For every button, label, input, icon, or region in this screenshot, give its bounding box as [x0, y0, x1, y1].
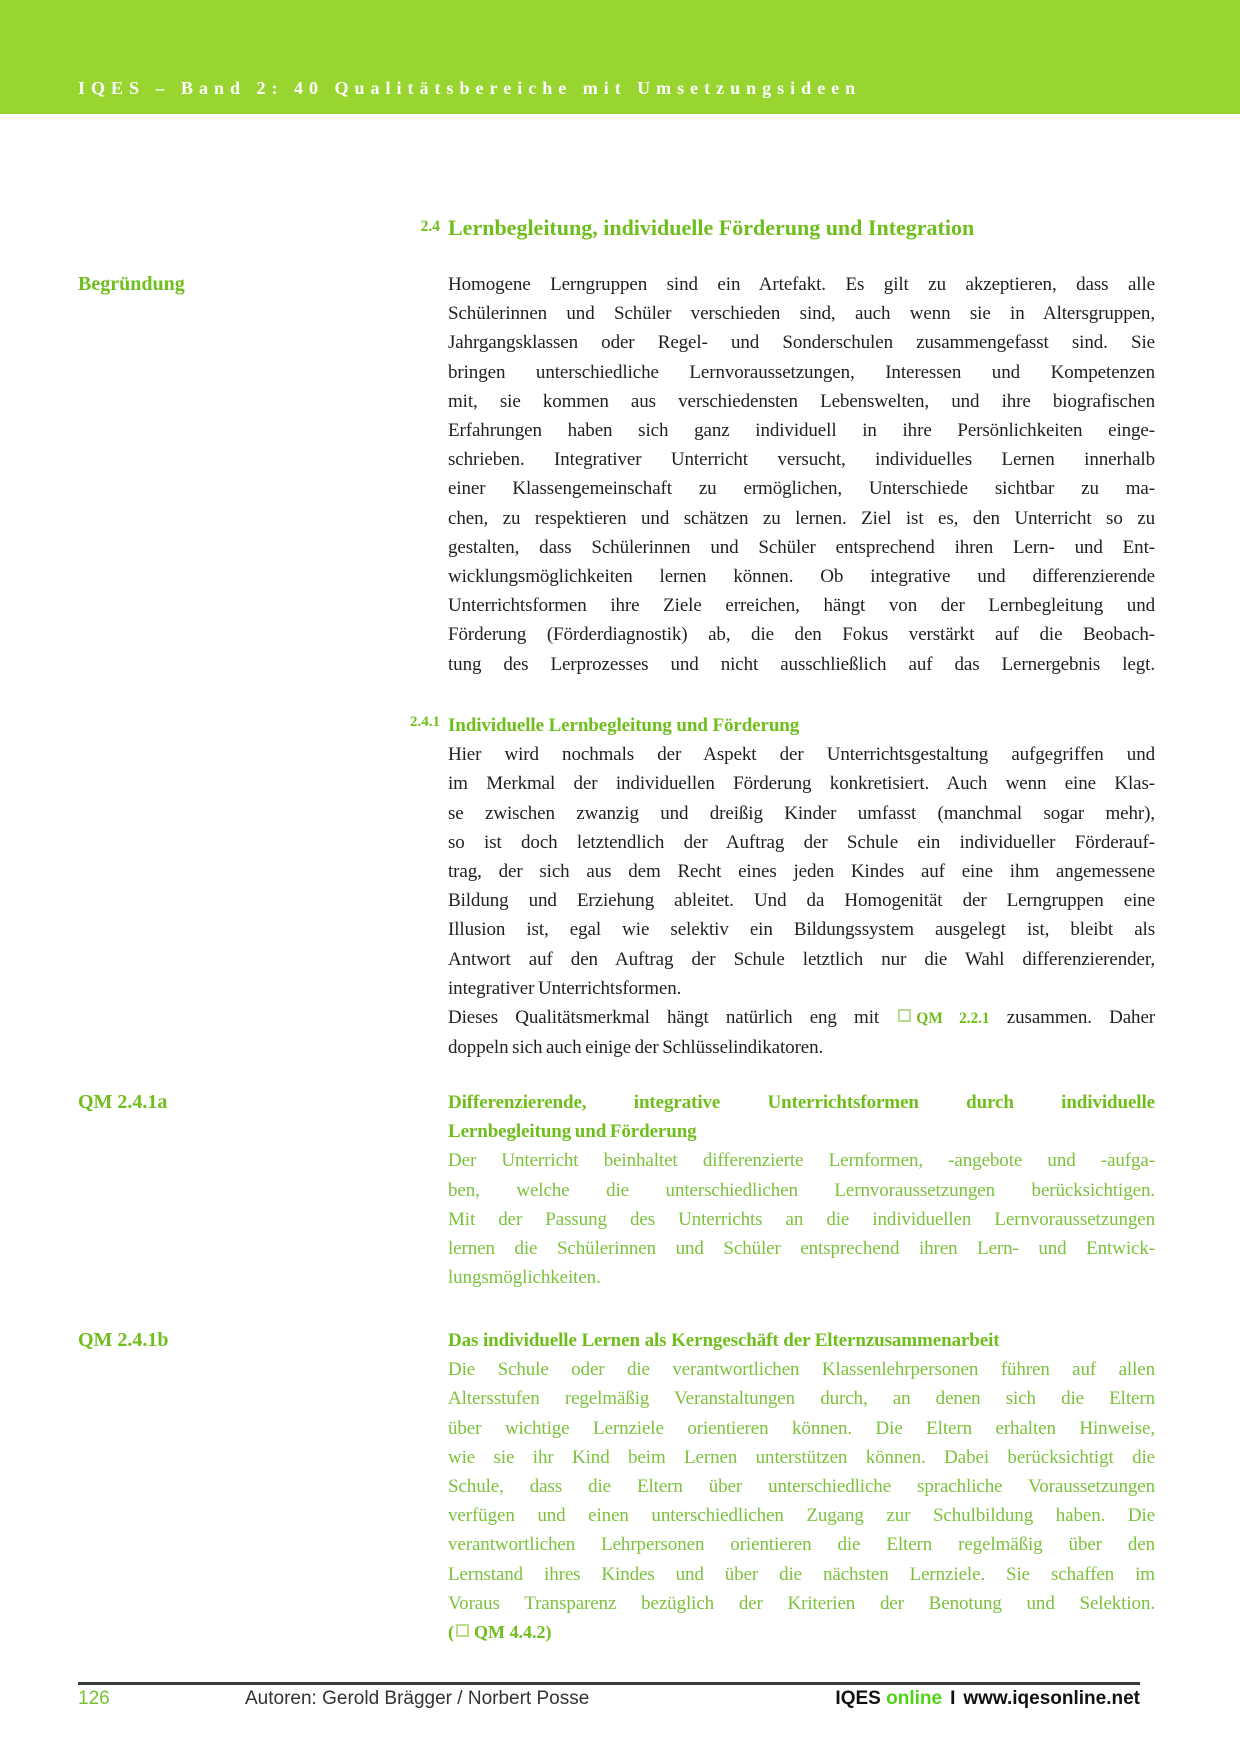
section-number: 2.4 [420, 218, 440, 235]
note-post-text: zusammen. Daher [1006, 1007, 1156, 1029]
section-heading [420, 213, 1155, 242]
paren-open: ( [448, 1622, 454, 1643]
header-band [0, 0, 1240, 114]
running-head: IQES – Band 2: 40 Qualitätsbereiche mit Umsetzungsideen [78, 78, 862, 98]
margin-label-qm-2-4-1b: QM 2.4.1b [78, 1329, 169, 1351]
qm-b-title: Das individuelle Lernen als Kerngeschäft der Elternzusammenarbeit [448, 1330, 1000, 1351]
page-footer [78, 1682, 1140, 1710]
footer-url[interactable]: www.iqesonline.net [963, 1688, 1140, 1709]
qm-a-title: Differenzierende, integrative Unterrichtsformen durch individuelle Lernbegleitung und Förderung [448, 1092, 1155, 1143]
qm-a-paragraph: Der Unterricht beinhaltet differenzierte Lernformen, -angebote und -aufga- ben, welche die unterschiedlichen Lernvoraussetzungen berücksichtigen. Mit der Passung des Unterrichts an die individuellen Lernvoraussetzungen lernen die Schülerinnen und Schüler entsprechend ihren Lern- und Entwick- lungsmöglichkeiten. [448, 1150, 1155, 1289]
subsection-title: Individuelle Lernbegleitung und Förderung [448, 715, 800, 736]
brand-separator: I [950, 1688, 956, 1709]
qm-4-4-2-link[interactable]: QM 4.4.2 [474, 1622, 546, 1643]
qm-a-row [78, 1088, 1155, 1292]
square-link-icon [898, 1009, 911, 1022]
qm-b-row [78, 1326, 1155, 1647]
margin-label-qm-2-4-1a: QM 2.4.1a [78, 1091, 168, 1113]
margin-label-begruendung: Begründung [78, 273, 185, 295]
qm-b-paragraph: Die Schule oder die verantwortlichen Klassenlehrpersonen führen auf allen Altersstufen regelmäßig Veranstaltungen durch, an denen sich die Eltern über wichtige Lernziele orientieren können. Die Eltern erhalten Hinweise, wie sie ihr Kind beim Lernen unterstützen können. Dabei berücksichtigt die Schule, dass die Eltern über unterschiedliche sprachliche Voraussetzungen verfügen und einen unterschiedlichen Zugang zur Schulbildung haben. Die verantwortlichen Lehrpersonen orientieren die Eltern regelmäßig über den Lernstand ihres Kindes und über die nächsten Lernziele. Sie schaffen im Voraus Transparenz bezüglich der Kriterien der Benotung und Selektion. [448, 1359, 1155, 1614]
cross-reference-line2: doppeln sich auch einige der Schlüsselindikatoren. [448, 1037, 824, 1059]
intro-row [78, 270, 1155, 679]
intro-paragraph: Homogene Lerngruppen sind ein Artefakt. Es gilt zu akzeptieren, dass alle Schülerinnen und Schüler verschieden sind, auch wenn sie in Altersgruppen, Jahrgangsklassen oder Regel- und Sonderschulen zusammengefasst sind. Sie bringen unterschiedliche Lernvoraussetzungen, Interessen und Kompetenzen mit, sie kommen aus verschiedensten Lebenswelten, und ihre biografischen Erfahrungen haben sich ganz individuell in ihre Persönlichkeiten einge- schrieben. Integrativer Unterricht versucht, individuelles Lernen innerhalb einer Klassengemeinschaft zu ermöglichen, Unterschiede sichtbar zu ma- chen, zu respektieren und schätzen zu lernen. Ziel ist es, den Unterricht so zu gestalten, dass Schülerinnen und Schüler entsprechend ihren Lern- und Ent- wicklungsmöglichkeiten lernen können. Ob integrative und differenzierende Unterrichtsformen ihre Ziele erreichen, hängt von der Lernbegleitung und Förderung (Förderdiagnostik) ab, die den Fokus verstärkt auf die Beobach- tung des Lerprozesses und nicht ausschließlich auf das Lernergebnis legt. [448, 274, 1155, 675]
paren-close: ) [545, 1622, 552, 1643]
page-number: 126 [78, 1688, 110, 1709]
section-title: Lernbegleitung, individuelle Förderung und Integration [448, 215, 975, 240]
qm-2-2-1-link[interactable]: QM 2.2.1 [896, 1010, 989, 1027]
note-pre-text: Dieses Qualitätsmerkmal hängt natürlich eng mit [448, 1007, 880, 1029]
square-link-icon [456, 1624, 469, 1637]
footer-authors: Autoren: Gerold Brägger / Norbert Posse [245, 1688, 590, 1709]
qm-b-reference [448, 1618, 1155, 1647]
footer-brand [835, 1688, 1140, 1710]
subsection-number: 2.4.1 [410, 714, 440, 730]
brand-iqes: IQES [835, 1688, 881, 1709]
subsection-row [78, 711, 1155, 1062]
subsection-paragraph: Hier wird nochmals der Aspekt der Unterrichtsgestaltung aufgegriffen und im Merkmal der individuellen Förderung konkretisiert. Auch wenn eine Klas- se zwischen zwanzig und dreißig Kinder umfasst (manchmal sogar mehr), so ist doch letztendlich der Auftrag der Schule ein individueller Förderauf- trag, der sich aus dem Recht eines jeden Kindes auf eine ihm angemessene Bildung und Erziehung ableitet. Und da Homogenität der Lerngruppen eine Illusion ist, egal wie selektiv ein Bildungssystem ausgelegt ist, bleibt als Antwort auf den Auftrag der Schule letztlich nur die Wahl differenzierender, integrativer Unterrichtsformen. [448, 744, 1155, 999]
cross-reference-line [448, 1003, 1155, 1033]
brand-online: online [886, 1688, 943, 1709]
